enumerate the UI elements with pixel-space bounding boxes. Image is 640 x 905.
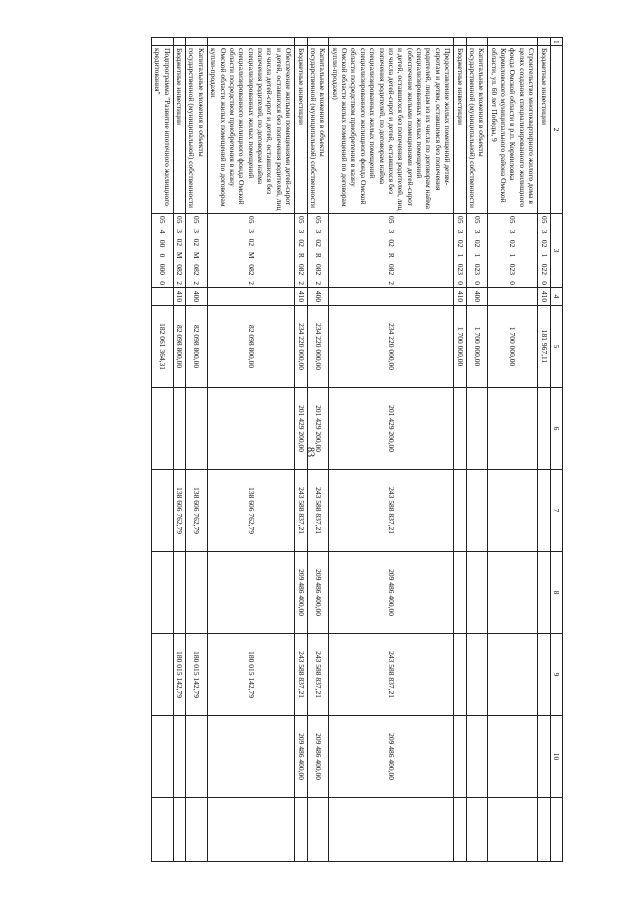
row-spacer-cell <box>295 38 307 46</box>
code-parts <box>158 214 167 287</box>
code-part: 023 <box>472 263 482 275</box>
code-part: 02 <box>175 238 185 247</box>
row-value-c6: 201 429 200,00 <box>295 388 307 470</box>
code-part: 082 <box>246 264 256 276</box>
row-name: Капитальные вложения в объекты государственной (муниципальной) собственности <box>307 46 329 214</box>
code-part: 3 <box>472 229 482 234</box>
row-trailing-cell <box>307 798 329 862</box>
row-code <box>538 214 550 288</box>
row-trailing-cell <box>538 798 550 862</box>
row-value-c6 <box>152 388 174 470</box>
row-value-c6 <box>538 388 550 470</box>
row-trailing-cell <box>186 798 208 862</box>
code-part: 05 <box>455 216 465 224</box>
row-value-c4 <box>152 288 174 306</box>
table-body <box>152 38 551 862</box>
row-trailing-cell <box>152 798 174 862</box>
row-value-c7 <box>152 470 174 552</box>
header-cell: 9 <box>550 634 562 716</box>
code-part: 082 <box>313 263 323 276</box>
row-spacer-cell <box>538 38 550 46</box>
row-trailing-cell <box>329 798 454 862</box>
row-value-c5: 182 061 364,31 <box>152 306 174 388</box>
row-value-c7 <box>454 470 466 552</box>
row-value-c9 <box>466 634 488 716</box>
row-name: Бюджетные инвестиции <box>454 46 466 214</box>
row-trailing-cell <box>173 798 185 862</box>
row-value-c10 <box>173 716 185 798</box>
budget-table <box>151 37 563 862</box>
code-part: 082 <box>192 264 202 276</box>
row-value-c8 <box>152 552 174 634</box>
code-part: 3 <box>313 229 323 234</box>
row-value-c7: 138 606 762,79 <box>207 470 294 552</box>
code-part: 082 <box>387 263 396 276</box>
code-part: 3 <box>175 229 185 233</box>
row-trailing-cell <box>207 798 294 862</box>
row-value-c10: 209 486 400,00 <box>329 716 454 798</box>
row-value-c6 <box>466 388 488 470</box>
row-trailing-cell <box>466 798 488 862</box>
row-spacer-cell <box>186 38 208 46</box>
row-value-c10 <box>152 716 174 798</box>
row-value-c10 <box>538 716 550 798</box>
row-code <box>152 214 174 288</box>
table-row <box>329 38 454 862</box>
row-value-c7: 243 588 837,21 <box>307 470 329 552</box>
row-name: Подпрограмма "Развитие ипотечного жилищного кредитования" <box>152 46 174 214</box>
code-part: 2 <box>192 281 202 285</box>
code-part: 3 <box>246 229 256 233</box>
code-part: М <box>175 251 185 259</box>
row-value-c4: 400 <box>466 288 488 306</box>
row-code <box>173 214 185 288</box>
row-code <box>329 214 454 288</box>
row-code <box>295 214 307 288</box>
table-row <box>488 38 538 862</box>
row-value-c9 <box>538 634 550 716</box>
row-value-c8 <box>466 552 488 634</box>
header-spacer <box>550 798 562 862</box>
row-name: Обеспечение жилыми помещениями детей-сирот и детей, оставшихся без попечения родителей, лиц из числа детей-сирот и детей, оставшихся без попечения родителей, по договорам найма специализированных жилых помещений специализированного жилищного фонда Омской области посредством приобретения в казну Омской области жилых помещений по договорам купли-продажи <box>207 46 294 214</box>
row-value-c4: 410 <box>173 288 185 306</box>
page-number: 83 <box>304 447 316 457</box>
row-code <box>307 214 329 288</box>
row-code <box>488 214 538 288</box>
table-row <box>307 38 329 862</box>
code-part: 05 <box>175 216 185 224</box>
code-part: М <box>192 251 202 259</box>
code-part: 02 <box>296 239 306 247</box>
code-part: 2 <box>313 281 323 285</box>
row-value-c4: 400 <box>307 288 329 306</box>
row-code <box>466 214 488 288</box>
row-name: Предоставление жилых помещений детям-сиротам и детям, оставшимся без попечения родителей, лицам из их числа по договорам найма специализированных жилых помещений (обеспечение жилыми помещениями детей-сирот и детей, оставшихся без попечения родителей, лиц из числа детей-сирот и детей, оставшихся без попечения родителей, по договорам найма специализированных жилых помещений специализированного жилищного фонда Омской области посредством приобретения в казну Омской области жилых помещений по договорам купли-продажи) <box>329 46 454 214</box>
code-part: 082 <box>296 263 306 276</box>
code-part: 3 <box>508 229 518 234</box>
row-value-c9: 180 015 142,79 <box>207 634 294 716</box>
row-value-c9: 180 015 142,79 <box>186 634 208 716</box>
row-spacer-cell <box>173 38 185 46</box>
row-value-c9: 243 588 837,21 <box>307 634 329 716</box>
header-cell: 8 <box>550 552 562 634</box>
row-value-c6 <box>488 388 538 470</box>
row-value-c8: 209 486 400,00 <box>329 552 454 634</box>
code-part: 2 <box>387 281 396 285</box>
code-parts <box>313 214 322 287</box>
code-part: 05 <box>192 216 202 224</box>
table-row <box>186 38 208 862</box>
code-part: 1 <box>472 253 482 258</box>
code-part: 023 <box>455 263 465 275</box>
code-part: 3 <box>387 229 396 234</box>
row-value-c8 <box>538 552 550 634</box>
row-value-c5: 181 967,11 <box>538 306 550 388</box>
row-name: Капитальные вложения в объекты государственной (муниципальной) собственности <box>466 46 488 214</box>
row-value-c5: 82 098 800,00 <box>186 306 208 388</box>
header-cell: 10 <box>550 716 562 798</box>
row-value-c8 <box>454 552 466 634</box>
row-value-c7: 138 606 762,79 <box>186 470 208 552</box>
row-value-c4: 410 <box>295 288 307 306</box>
code-part: 02 <box>387 239 396 247</box>
row-spacer-cell <box>152 38 174 46</box>
row-name: Бюджетные инвестиции <box>295 46 307 214</box>
row-value-c5: 234 220 000,00 <box>295 306 307 388</box>
row-value-c5: 234 220 000,00 <box>307 306 329 388</box>
row-name: Бюджетные инвестиции <box>538 46 550 214</box>
code-part: 2 <box>175 281 185 285</box>
code-parts <box>387 214 396 287</box>
code-part: 023 <box>508 263 518 275</box>
row-value-c6 <box>186 388 208 470</box>
code-part: 4 <box>158 229 168 234</box>
row-value-c4 <box>488 288 538 306</box>
row-value-c4: 410 <box>454 288 466 306</box>
code-part: 05 <box>387 216 396 224</box>
table-row <box>152 38 174 862</box>
row-value-c5: 1 700 000,00 <box>466 306 488 388</box>
row-value-c10 <box>454 716 466 798</box>
code-part: 02 <box>192 238 202 247</box>
row-value-c7: 243 588 837,21 <box>329 470 454 552</box>
code-part: 05 <box>313 216 323 224</box>
row-value-c9: 243 588 837,21 <box>329 634 454 716</box>
row-value-c6 <box>173 388 185 470</box>
row-value-c5: 234 220 000,00 <box>329 306 454 388</box>
row-value-c10 <box>488 716 538 798</box>
row-trailing-cell <box>454 798 466 862</box>
row-name: Строительство многоквартирного жилого дома в целях создания специализированного жилищного фонда Омской области в р.п. Кормиловка Кормиловского муниципального района Омской области, ул. 60 лет Победы, 9 <box>488 46 538 214</box>
row-trailing-cell <box>488 798 538 862</box>
code-part: R <box>296 252 306 258</box>
row-value-c10 <box>466 716 488 798</box>
header-cell: 3 <box>550 214 562 288</box>
code-part: R <box>387 252 396 258</box>
code-part: 2 <box>246 281 256 285</box>
row-value-c4: 400 <box>186 288 208 306</box>
row-value-c9: 243 588 837,21 <box>295 634 307 716</box>
code-part: 0 <box>455 281 465 285</box>
row-value-c10 <box>207 716 294 798</box>
table-row <box>454 38 466 862</box>
code-part: 02 <box>313 239 323 247</box>
row-value-c7 <box>466 470 488 552</box>
code-part: 00 <box>158 239 168 248</box>
code-parts <box>192 214 201 287</box>
row-value-c9 <box>488 634 538 716</box>
row-value-c7 <box>488 470 538 552</box>
row-value-c10 <box>186 716 208 798</box>
table-row <box>538 38 550 862</box>
rotated-table-container <box>45 37 563 861</box>
row-value-c6 <box>207 388 294 470</box>
row-value-c7: 138 606 762,79 <box>173 470 185 552</box>
code-part: 000 <box>158 263 168 275</box>
row-value-c6: 201 429 200,00 <box>329 388 454 470</box>
code-part: 3 <box>455 229 465 234</box>
code-parts <box>175 214 184 287</box>
row-spacer-cell <box>466 38 488 46</box>
row-value-c5: 82 098 800,00 <box>207 306 294 388</box>
code-part: 1 <box>508 253 518 258</box>
header-row <box>550 38 562 862</box>
row-value-c10: 209 486 400,00 <box>295 716 307 798</box>
code-part: 3 <box>296 229 306 234</box>
code-parts <box>508 214 517 287</box>
row-value-c8: 209 486 400,00 <box>295 552 307 634</box>
code-part: 05 <box>508 216 518 224</box>
row-spacer-cell <box>488 38 538 46</box>
row-spacer-cell <box>307 38 329 46</box>
row-trailing-cell <box>295 798 307 862</box>
code-part: 0 <box>158 281 168 285</box>
row-code <box>454 214 466 288</box>
code-part: 05 <box>539 216 549 224</box>
row-code <box>186 214 208 288</box>
row-spacer-cell <box>454 38 466 46</box>
code-part: 3 <box>539 229 549 234</box>
code-part: 02 <box>539 239 549 248</box>
code-part: 0 <box>158 253 168 258</box>
code-part: 3 <box>192 229 202 233</box>
code-part: 02 <box>472 239 482 248</box>
row-value-c4 <box>207 288 294 306</box>
table-row <box>466 38 488 862</box>
row-value-c8 <box>488 552 538 634</box>
row-name: Бюджетные инвестиции <box>173 46 185 214</box>
row-code <box>207 214 294 288</box>
code-part: 0 <box>472 281 482 285</box>
code-part: 0 <box>539 281 549 285</box>
header-cell: 5 <box>550 306 562 388</box>
code-part: 02 <box>455 239 465 248</box>
row-value-c8 <box>186 552 208 634</box>
table-row <box>295 38 307 862</box>
row-spacer-cell <box>207 38 294 46</box>
row-value-c8 <box>173 552 185 634</box>
code-part: 05 <box>296 216 306 224</box>
code-part: 1 <box>539 253 549 258</box>
row-value-c8 <box>207 552 294 634</box>
code-part: 0 <box>508 281 518 285</box>
code-part: 05 <box>472 216 482 224</box>
code-part: 05 <box>246 216 256 224</box>
row-value-c10: 209 486 400,00 <box>307 716 329 798</box>
row-name: Капитальные вложения в объекты государственной (муниципальной) собственности <box>186 46 208 214</box>
row-value-c6: 201 429 200,00 <box>307 388 329 470</box>
header-cell: 2 <box>550 46 562 214</box>
row-value-c9 <box>454 634 466 716</box>
row-value-c9 <box>152 634 174 716</box>
row-value-c5: 1 700 000,00 <box>488 306 538 388</box>
code-part: 05 <box>158 216 168 224</box>
row-value-c8: 209 486 400,00 <box>307 552 329 634</box>
row-value-c7 <box>538 470 550 552</box>
table-row <box>207 38 294 862</box>
code-parts <box>539 214 548 287</box>
code-part: R <box>313 252 323 258</box>
code-parts <box>472 214 481 287</box>
table-row <box>173 38 185 862</box>
row-value-c9: 180 015 142,79 <box>173 634 185 716</box>
header-cell: 7 <box>550 470 562 552</box>
row-value-c5: 1 700 000,00 <box>454 306 466 388</box>
code-part: 02 <box>246 238 256 247</box>
code-parts <box>246 214 255 287</box>
row-value-c7: 243 588 837,21 <box>295 470 307 552</box>
code-part: 1 <box>455 253 465 258</box>
row-value-c6 <box>454 388 466 470</box>
row-spacer-cell <box>329 38 454 46</box>
header-cell: 1 <box>550 38 562 46</box>
row-value-c4: 410 <box>538 288 550 306</box>
header-cell: 6 <box>550 388 562 470</box>
header-cell: 4 <box>550 288 562 306</box>
code-part: 2 <box>296 281 306 285</box>
row-value-c4 <box>329 288 454 306</box>
code-parts <box>455 214 464 287</box>
code-part: 082 <box>175 264 185 276</box>
row-value-c5: 82 098 800,00 <box>173 306 185 388</box>
code-part: 022 <box>539 263 549 275</box>
code-part: М <box>246 251 256 259</box>
code-parts <box>296 214 305 287</box>
code-part: 02 <box>508 239 518 248</box>
